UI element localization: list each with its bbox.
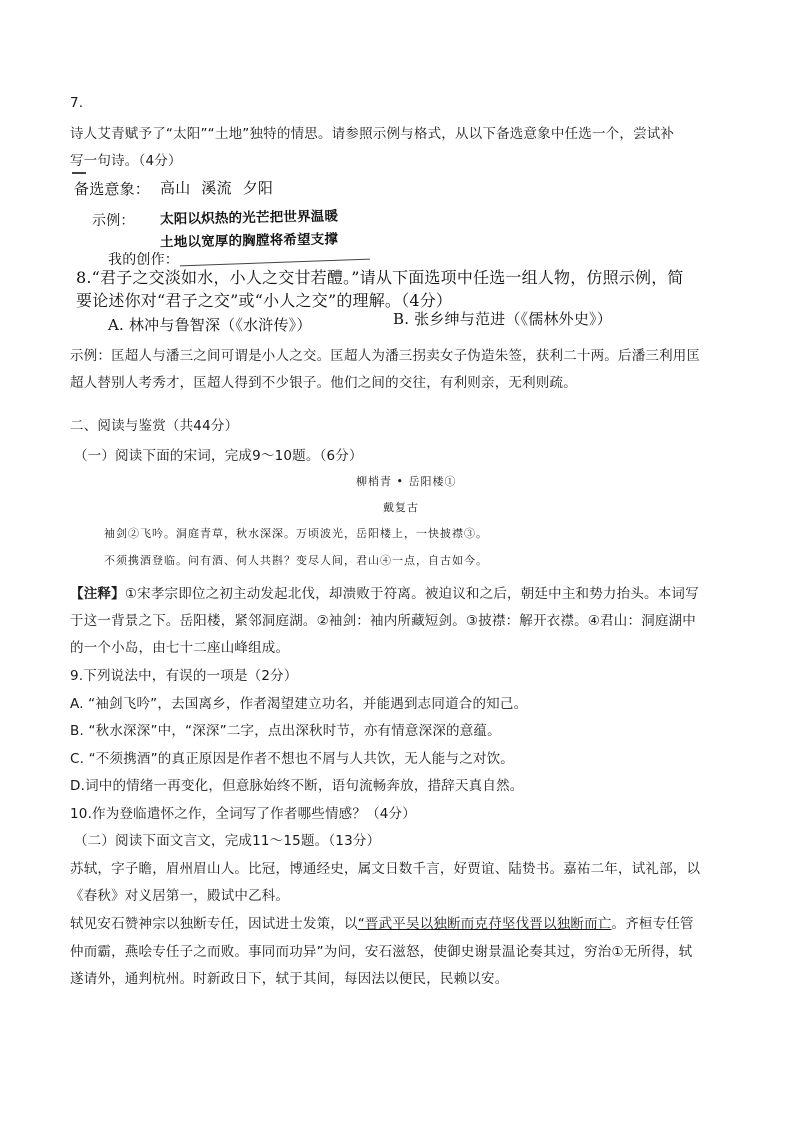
question-8-option-a: A. 林冲与鲁智深（《水浒传》）: [108, 316, 312, 334]
my-creation-label: 我的创作：: [108, 252, 179, 268]
question-8-line2: 要论述你对“君子之交”或“小人之交”的理解。（4分）: [76, 291, 453, 310]
question-9-option-c: C. “不须携酒”的真正原因是作者不想也不屑与人共饮，无人能与之对饮。: [70, 751, 514, 767]
question-8-example-line1: 示例：匡超人与潘三之间可谓是小人之交。匡超人为潘三拐卖女子伪造朱签，获利二十两。后潘三利用匡: [70, 348, 701, 364]
prose-line-4: 仲而霸，燕哙专任子之而败。事同而功异”为问，安石滋怒，使御史谢景温论奏其过，穷治①无所得，轼: [70, 944, 693, 960]
question-7-number: 7.: [70, 95, 84, 111]
poem-line-1: 袖剑②飞吟。洞庭青草，秋水深深。万顷波光，岳阳楼上，一快披襟③。: [104, 527, 488, 540]
example-line-2: 土地以宽厚的胸膛将希望支撑: [159, 231, 339, 251]
question-8-line1: 8.“君子之交淡如水，小人之交甘若醴。”请从下面选项中任选一组人物，仿照示例，简: [76, 268, 684, 287]
options-list: 高山 溪流 夕阳: [160, 179, 274, 197]
question-9-option-a: A. “袖剑飞吟”，去国离乡，作者渴望建立功名，并能遇到志同道合的知己。: [70, 696, 528, 712]
prose-line-5: 遂请外，通判杭州。时新政日下，轼于其间，每因法以便民，民赖以安。: [70, 971, 509, 987]
scan-mark: [72, 172, 86, 174]
prose-line-3-end: 。齐桓专任管: [611, 916, 694, 932]
part-1-instruction: （一）阅读下面的宋词，完成9～10题。（6分）: [74, 448, 363, 464]
question-10: 10.作为登临遣怀之作，全词写了作者哪些情感？（4分）: [70, 806, 416, 822]
annotation-line-2: 于这一背景之下。岳阳楼，紧邻洞庭湖。②袖剑：袖内所藏短剑。③披襟：解开衣襟。④君山：洞庭湖中: [70, 613, 697, 629]
annotation-line-3: 的一个小岛，由七十二座山峰组成。: [70, 640, 290, 656]
options-label: 备选意象：: [74, 180, 151, 198]
prose-line-3-start: 轼见安石赞神宗以独断专任，因试进士发策，以: [70, 916, 358, 932]
question-8-option-b: B. 张乡绅与范进（《儒林外史》）: [393, 310, 612, 328]
question-7-prompt-line1: 诗人艾青赋予了“太阳”“土地”独特的情思。请参照示例与格式，从以下备选意象中任选一个，尝试补: [70, 126, 675, 142]
question-8-example-line2: 超人替别人考秀才，匡超人得到不少银子。他们之间的交往，有利则亲，无利则疏。: [70, 375, 577, 391]
prose-line-2: 《春秋》对义居第一，殿试中乙科。: [70, 888, 290, 904]
prose-underlined-sentence: “晋武平吴以独断而克苻坚伐晋以独断而亡: [357, 916, 612, 932]
poem-title: 柳梢青 • 岳阳楼①: [356, 475, 457, 488]
example-label: 示例：: [92, 213, 135, 229]
prose-line-1: 苏轼，字子瞻，眉州眉山人。比冠，博通经史，属文日数千言，好贾谊、陆贽书。嘉祐二年，试礼部，以: [70, 861, 701, 877]
prose-line-3: [70, 912, 694, 932]
question-7-prompt-line2: 写一句诗。（4分）: [70, 153, 182, 169]
question-9-option-b: B. “秋水深深”中，“深深”二字，点出深秋时节，亦有情意深深的意蕴。: [70, 723, 501, 739]
annotation-label: 【注释】: [70, 586, 125, 602]
poem-author: 戴复古: [383, 501, 419, 514]
question-9: 9.下列说法中，有误的一项是（2分）: [70, 668, 298, 684]
example-line-1: 太阳以炽热的光芒把世界温暖: [159, 208, 339, 228]
question-9-option-d: D.词中的情绪一再变化，但意脉始终不断，语句流畅奔放，措辞天真自然。: [70, 778, 524, 794]
annotation-line-1: [70, 582, 699, 602]
section-2-heading: 二、阅读与鉴赏（共44分）: [70, 418, 239, 434]
annotation-text-1: ①宋孝宗即位之初主动发起北伐，却溃败于符离。被迫议和之后，朝廷中主和势力抬头。本词写: [124, 586, 699, 602]
part-2-instruction: （二）阅读下面文言文，完成11～15题。（13分）: [74, 833, 381, 849]
poem-line-2: 不须携酒登临。问有酒、何人共斟？变尽人间，君山④一点，自古如今。: [104, 554, 488, 567]
